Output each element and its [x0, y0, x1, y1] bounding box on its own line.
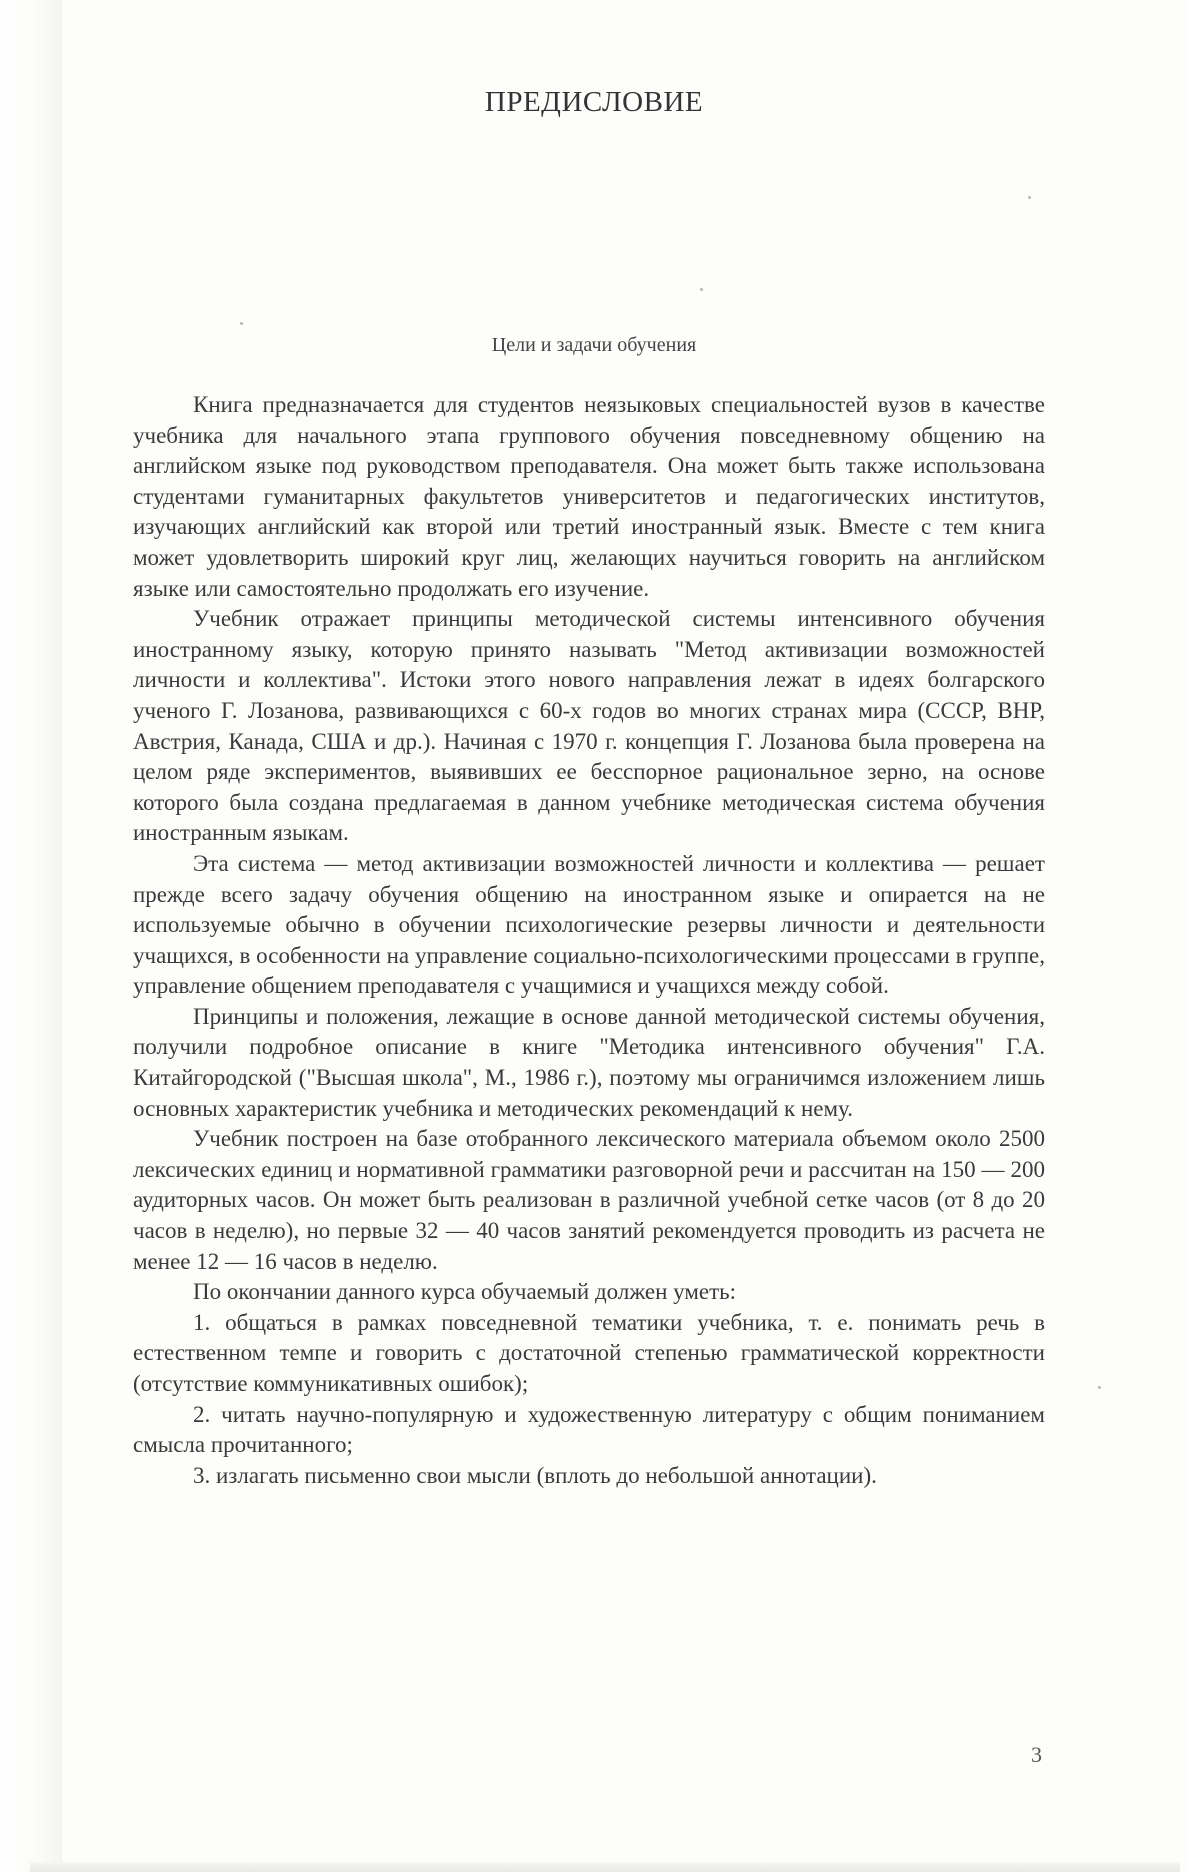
- scan-speck: [1028, 196, 1031, 199]
- paragraph-5: Учебник построен на базе отобранного лексического материала объемом около 2500 лексических единиц и нормативной грамматики разговорной речи и рассчитан на 150 — 200 аудиторных часов. Он может быть реализован в различной учебной сетке часов (от 8 до 20 часов в неделю), но первые 32 — 40 часов занятий рекомендуется проводить из расчета не менее 12 — 16 часов в неделю.: [133, 1126, 1045, 1274]
- scan-speck: [240, 322, 243, 325]
- page-bottom-edge: [30, 1862, 1180, 1872]
- page-number: 3: [1031, 1742, 1042, 1767]
- binding-gutter: [0, 0, 62, 1872]
- paragraph-2: Учебник отражает принципы методической системы интенсивного обучения иностранному языку, которую принято называть "Метод активизации возможностей личности и коллектива". Истоки этого нового направления лежат в идеях болгарского ученого Г. Лозанова, развивающихся с 60-х годов во многих странах мира (СССР, ВНР, Австрия, Канада, США и др.). Начиная с 1970 г. концепция Г. Лозанова была проверена на целом ряде экспериментов, выявивших ее бесспорное рациональное зерно, на основе которого была создана предлагаемая в данном учебнике методическая система обучения иностранным языкам.: [133, 606, 1045, 846]
- paragraph-3: Эта система — метод активизации возможностей личности и коллектива — решает прежде всего задачу обучения общению на иностранном языке и опирается на не используемые обычно в обучении психологические резервы личности и деятельности учащихся, в особенности на управление социально-психологическими процессами в группе, управление общением преподавателя с учащимися и учащихся между собой.: [133, 850, 1045, 999]
- section-heading: Цели и задачи обучения: [491, 334, 697, 356]
- list-item-1: 1. общаться в рамках повседневной тематики учебника, т. е. понимать речь в естественном темпе и говорить с достаточной степенью грамматической корректности (отсутствие коммуникативных ошибок);: [133, 1309, 1045, 1396]
- paragraph-1: Книга предназначается для студентов неязыковых специальностей вузов в качестве учебника для начального этапа группового обучения повседневному общению на английском языке под руководством преподавателя. Она может быть также использована студентами гуманитарных факультетов университетов и педагогических институтов, изучающих английский как второй или третий иностранный язык. Вместе с тем книга может удовлетворить широкий круг лиц, желающих научиться говорить на английском языке или самостоятельно продолжать его изучение.: [133, 392, 1045, 601]
- list-item-2: 2. читать научно-популярную и художественную литературу с общим пониманием смысла прочитанного;: [133, 1401, 1045, 1458]
- list-item-3: 3. излагать письменно свои мысли (вплоть до небольшой аннотации).: [193, 1462, 877, 1488]
- scan-speck: [700, 288, 703, 291]
- body-text: [133, 390, 1045, 1491]
- scan-speck: [1098, 1386, 1101, 1389]
- page-title: ПРЕДИСЛОВИЕ: [484, 86, 704, 118]
- paragraph-6: По окончании данного курса обучаемый должен уметь:: [193, 1279, 737, 1305]
- paragraph-4: Принципы и положения, лежащие в основе данной методической системы обучения, получили подробное описание в книге "Методика интенсивного обучения" Г.А. Китайгородской ("Высшая школа", М., 1986 г.), поэтому мы ограничимся изложением лишь основных характеристик учебника и методических рекомендаций к нему.: [133, 1003, 1045, 1121]
